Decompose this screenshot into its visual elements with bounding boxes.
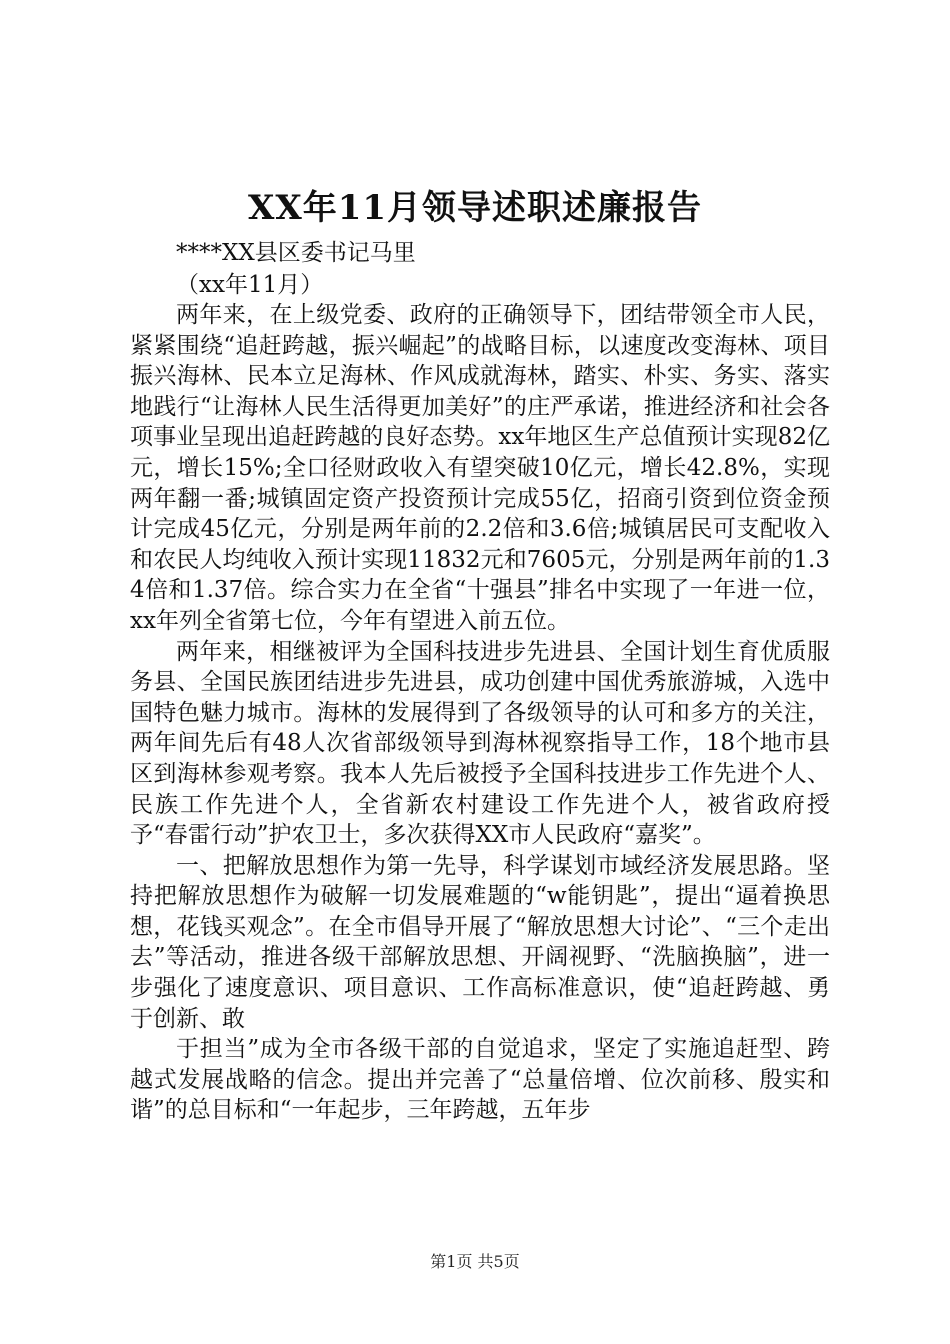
document-body bbox=[130, 300, 830, 1126]
date-line: （xx年11月） bbox=[176, 272, 324, 298]
paragraph: 两年来，相继被评为全国科技进步先进县、全国计划生育优质服务县、全国民族团结进步先进县，成功创建中国优秀旅游城，入选中国特色魅力城市。海林的发展得到了各级领导的认可和多方的关注，两年间先后有48人次省部级领导到海林视察指导工作，18个地市县区到海林参观考察。我本人先后被授予全国科技进步工作先进个人、民族工作先进个人，全省新农村建设工作先进个人，被省政府授予“春雷行动”护农卫士，多次获得XX市人民政府“嘉奖”。 bbox=[130, 638, 830, 849]
author-line: ****XX县区委书记马里 bbox=[176, 240, 416, 266]
paragraph: 一、把解放思想作为第一先导，科学谋划市域经济发展思路。坚持把解放思想作为破解一切发展难题的“w能钥匙”，提出“逼着换思想，花钱买观念”。在全市倡导开展了“解放思想大讨论”、“三个走出去”等活动，推进各级干部解放思想、开阔视野、“洗脑换脑”，进一步强化了速度意识、项目意识、工作高标准意识，使“追赶跨越、勇于创新、敢 bbox=[130, 852, 830, 1032]
document-title: XX年11月领导述职述廉报告 bbox=[247, 188, 703, 228]
page-footer: 第1页 共5页 bbox=[430, 1252, 520, 1271]
paragraph: 于担当”成为全市各级干部的自觉追求，坚定了实施追赶型、跨越式发展战略的信念。提出并完善了“总量倍增、位次前移、殷实和谐”的总目标和“一年起步，三年跨越，五年步 bbox=[130, 1036, 830, 1124]
paragraph: 两年来，在上级党委、政府的正确领导下，团结带领全市人民，紧紧围绕“追赶跨越，振兴崛起”的战略目标，以速度改变海林、项目振兴海林、民本立足海林、作风成就海林，踏实、朴实、务实、落实地践行“让海林人民生活得更加美好”的庄严承诺，推进经济和社会各项事业呈现出追赶跨越的良好态势。xx年地区生产总值预计实现82亿元，增长15%;全口径财政收入有望突破10亿元，增长42.8%，实现两年翻一番;城镇固定资产投资预计完成55亿，招商引资到位资金预计完成45亿元，分别是两年前的2.2倍和3.6倍;城镇居民可支配收入和农民人均纯收入预计实现11832元和7605元，分别是两年前的1.34倍和1.37倍。综合实力在全省“十强县”排名中实现了一年进一位，xx年列全省第七位，今年有望进入前五位。 bbox=[130, 302, 830, 634]
